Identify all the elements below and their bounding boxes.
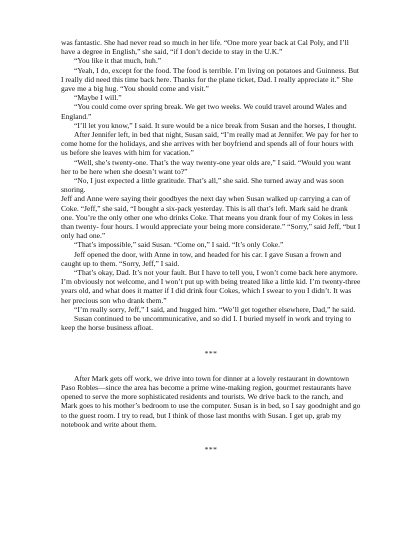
scene-break: *** <box>204 444 218 454</box>
paragraph: “No, I just expected a little gratitude. That’s all,” she said. She turned away and was soon snoring. <box>61 176 344 195</box>
paragraph: “You like it that much, huh.” <box>74 56 162 66</box>
paragraph: “Maybe I will.” <box>74 93 122 103</box>
paragraph: Susan continued to be uncommunicative, and so did I. I buried myself in work and trying to keep the horse business afloat. <box>61 314 352 333</box>
paragraph: After Mark gets off work, we drive into town for dinner at a lovely restaurant in downtown Paso Robles—since the area has become a prime wine-making region, gourmet restaurants have opened to serve the more sophisticated residents and tourists. We drive back to the ranch, and Mark goes to his mother’s bedroom to use the computer. Susan is in bed, so I say goodnight and go to the guest room. I try to read, but I think of those last months with Susan. I get up, grab my notebook and write about them. <box>61 373 361 429</box>
paragraph: Jeff and Anne were saying their goodbyes the next day when Susan walked up carrying a can of Coke. “Jeff,” she said, “I bought a six-pack yesterday. This is all that’s left. Mark said he drank one. You’re the only other one who drinks Coke. That means you drank four of my Cokes in less than twenty- four hours. I would appreciate your being more considerate.” “Sorry,” said Jeff, “but I only had one.” <box>61 194 361 241</box>
paragraph: “You could come over spring break. We get two weeks. We could travel around Wales and England.” <box>61 102 347 121</box>
scene-break: *** <box>204 348 218 358</box>
paragraph: “I’m really sorry, Jeff,” I said, and hugged him. “We’ll get together elsewhere, Dad,” he said. <box>74 304 356 314</box>
paragraph: “I’ll let you know,” I said. It sure would be a nice break from Susan and the horses, I thought. <box>74 120 357 130</box>
paragraph: “Yeah, I do, except for the food. The food is terrible. I’m living on potatoes and Guinness. But I really did need this time back here. Thanks for the plane ticket, Dad. I really appreciate it.” She gave me a big hug. “You should come and visit.” <box>61 65 359 94</box>
paragraphs-part-2 <box>61 374 361 429</box>
paragraph: After Jennifer left, in bed that night, Susan said, “I’m really mad at Jennifer. We pay for her to come home for the holidays, and she arrives with her boyfriend and spends all of four hours with us before she leaves with him for vacation.” <box>61 130 359 158</box>
paragraph: Jeff opened the door, with Anne in tow, and headed for his car. I gave Susan a frown and caught up to them. “Sorry, Jeff,” I said. <box>61 249 342 268</box>
paragraph: “That’s impossible,” said Susan. “Come on,” I said. “It’s only Coke.” <box>74 240 284 250</box>
body-text <box>61 38 361 454</box>
paragraph: “Well, she’s twenty-one. That’s the way twenty-one year olds are,” I said. “Would you want her to be here when she doesn’t want to?” <box>61 157 351 176</box>
paragraph: “That’s okay, Dad. It’s not your fault. But I have to tell you, I won’t come back here anymore. I’m obviously not welcome, and I won’t put up with being treated like a little kid. I’m twenty-three years old, and what does it matter if I did drink four Cokes, which I swear to you I didn’t. It was her precious son who drank them.” <box>61 268 361 305</box>
paragraphs-part-1 <box>61 38 361 333</box>
paragraph: was fantastic. She had never read so much in her life. “One more year back at Cal Poly, and I’ll have a degree in English,” she said, “if I don’t decide to stay in the U.K.” <box>61 38 349 57</box>
